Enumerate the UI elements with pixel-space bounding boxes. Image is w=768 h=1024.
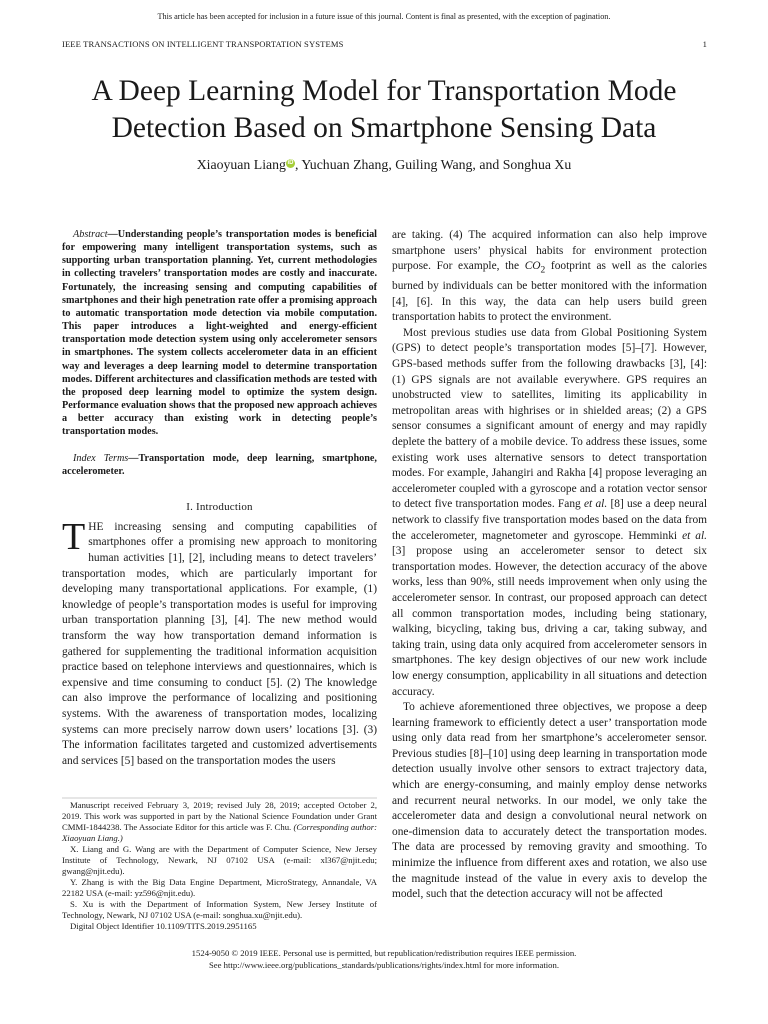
footnote-affiliation-2: Y. Zhang is with the Big Data Engine Department, MicroStrategy, Annandale, VA 22182 USA (e-mail: yz596@njit.edu). bbox=[62, 877, 377, 898]
index-terms-dash: — bbox=[128, 452, 139, 464]
title-line-2: Detection Based on Smartphone Sensing Data bbox=[111, 112, 657, 144]
right-column bbox=[392, 228, 707, 903]
footnote-manuscript bbox=[62, 800, 377, 844]
running-head bbox=[62, 39, 707, 49]
footnote-doi: Digital Object Identifier 10.1109/TITS.2019.2951165 bbox=[70, 921, 257, 931]
page-number: 1 bbox=[702, 39, 707, 49]
right-paragraph-1 bbox=[392, 228, 707, 326]
right-paragraph-1-text-a: are taking. (4) The acquired information can also help improve smartphone users’ physical habits for environment protection purpose. For example, the bbox=[392, 229, 707, 273]
copyright-line-2: See http://www.ieee.org/publications_standards/publications/rights/index.html for more information. bbox=[208, 960, 560, 970]
footnote-rule bbox=[62, 797, 377, 799]
footnote-affiliation-3: S. Xu is with the Department of Information System, New Jersey Institute of Technology, Newark, NJ 07102 USA (e-mail: songhua.xu@njit.edu). bbox=[62, 899, 377, 920]
author-list bbox=[0, 157, 768, 173]
drop-cap: T bbox=[62, 515, 86, 558]
section-heading-introduction: I. Introduction bbox=[186, 500, 253, 513]
footnote-affiliation-1: X. Liang and G. Wang are with the Department of Computer Science, New Jersey Institute of Technology, Newark, NJ 07102 USA (e-mail: xl367@njit.edu; gwang@njit.edu). bbox=[62, 844, 377, 876]
abstract bbox=[62, 228, 377, 439]
right-paragraph-1-text-b: footprint as well as the calories burned by individuals can be better monitored with the information [4], [6]. In this way, the data can help users build green transportation habits to protect the environment. bbox=[392, 260, 707, 324]
journal-name: IEEE TRANSACTIONS ON INTELLIGENT TRANSPORTATION SYSTEMS bbox=[62, 39, 344, 49]
footnotes bbox=[62, 800, 377, 932]
co2-symbol: CO bbox=[524, 260, 541, 273]
orcid-icon[interactable]: iD bbox=[287, 160, 294, 166]
copyright-notice bbox=[0, 947, 768, 971]
index-terms-label: Index Terms bbox=[73, 452, 129, 464]
acceptance-notice: This article has been accepted for inclusion in a future issue of this journal. Content is final as presented, with the exception of pagination. bbox=[157, 12, 611, 21]
abstract-label: Abstract bbox=[73, 229, 108, 240]
paper-title bbox=[0, 73, 768, 147]
et-al-2: et al. bbox=[682, 529, 707, 542]
abstract-text: Understanding people’s transportation modes is beneficial for empowering many intelligent transportation systems, such as supporting urban transportation planning. Yet, current methodologies in collecting travelers’ transportation modes are costly and inaccurate. Fortunately, the increasing sensing and computing capabilities of smartphones and their high penetration rate offer a promising approach to automatic transportation mode detection via mobile computation. This paper introduces a light-weighted and energy-efficient transportation mode detection system using only accelerometer sensors in smartphones. The system collects accelerometer data in an efficient way and leverages a deep learning model to determine transportation modes. Different architectures and classification methods are tested with the proposed deep learning model to optimize the system design. Performance evaluation shows that the proposed new approach achieves a better accuracy than existing work in detecting people’s transportation modes. bbox=[62, 229, 377, 438]
right-paragraph-3: To achieve aforementioned three objectives, we propose a deep learning framework to efficiently detect a user’ transportation mode using only data read from her smartphone’s accelerometer sensor. Previous studies [8]–[10] using deep learning in transportation mode detection usually involve other sensors to extract trajectory data, which are energy-consuming, and mainly employ dense networks and recurrent neural networks. In our model, we only take the accelerometer data and design a convolutional neural network on one-dimension data to accurately detect the transportation modes. The data are processed by removing gravity and smoothing. To minimize the influence from different axes and rotation, we also use the magnitude instead of the value in every axis to develop the model, such that the detection accuracy will not be affected bbox=[392, 701, 707, 901]
right-paragraph-2 bbox=[392, 326, 707, 700]
intro-paragraph-1 bbox=[62, 515, 377, 770]
left-column bbox=[62, 228, 377, 769]
co2-subscript: 2 bbox=[540, 265, 546, 276]
abstract-dash: — bbox=[107, 229, 118, 240]
intro-paragraph-1-text: HE increasing sensing and computing capabilities of smartphones offer a promising new approach to monitoring human activities [1], [2], including means to detect travelers’ transportation modes, which are particularly important for developing many transportational applications. For example, (1) knowledge of people’s transportation modes is useful for improving urban transportation planning [3], [4]. The new method would transform the way how transportation demand information is gathered for supplementing the traditional information acquisition practice based on telephone interviews and questionnaires, which is expensive and time consuming to conduct [5]. (2) The knowledge can also improve the performance of localizing and positioning systems. With the awareness of transportation modes, localizing systems can more precisely narrow down users’ locations [3]. (3) The information facilitates targeted and customized advertisements and services [5] based on the transportation modes the users bbox=[62, 520, 377, 767]
right-paragraph-2-text-a: Most previous studies use data from Global Positioning System (GPS) to detect people’s transportation modes [5]–[7]. However, GPS-based methods suffer from the following drawbacks [3], [4]: (1) GPS signals are not available everywhere. GPS requires an unobstructed view to satellites, limiting its applicability in metropolitan areas with highrises or in shielded areas; (2) a GPS sensor consumes a significant amount of energy and may rapidly deplete the battery of a mobile device. To address these issues, some existing work uses alternative sensors to detect transportation modes. For example, Jahangiri and Rakha [4] propose leveraging an accelerometer coupled with a gyroscope and a rotation vector sensor to detect five transportation modes. Fang bbox=[392, 326, 707, 511]
corresponding-author: (Corresponding author: Xiaoyuan Liang.) bbox=[62, 822, 377, 843]
index-terms-text: Transportation mode, deep learning, smartphone, accelerometer. bbox=[62, 452, 377, 477]
right-paragraph-2-text-c: [3] propose using an accelerometer sensor to detect six transportation modes. However, the detection accuracy of the above works, less than 90%, still needs improvement when only using the accelerometer sensor. In contrast, our proposed approach can detect all common transportation modes, including being stationary, walking, bicycling, taking bus, driving a car, taking subway, and taking train, using data only acquired from accelerometer sensors in smartphones. The key design objectives of our new work include low energy consumption, applicability in all situations and detection accuracy. bbox=[392, 545, 707, 698]
title-line-1: A Deep Learning Model for Transportation Mode bbox=[91, 75, 677, 107]
other-authors: , Yuchuan Zhang, Guiling Wang, and Songhua Xu bbox=[294, 157, 572, 172]
index-terms bbox=[62, 452, 377, 478]
right-paragraph-2-text-b: [8] use a deep neural network to classify five transportation modes based on the data from the accelerometer, magnetometer and gyroscope. Hemminki bbox=[392, 498, 707, 542]
copyright-line-1: 1524-9050 © 2019 IEEE. Personal use is permitted, but republication/redistribution requires IEEE permission. bbox=[191, 948, 577, 958]
first-author: Xiaoyuan Liang bbox=[196, 157, 286, 172]
et-al-1: et al. bbox=[583, 498, 608, 511]
footnote-manuscript-text: Manuscript received February 3, 2019; revised July 28, 2019; accepted October 2, 2019. This work was supported in part by the National Science Foundation under Grant CMMI-1844238. The Associate Editor for this article was F. Chu. bbox=[62, 800, 377, 832]
